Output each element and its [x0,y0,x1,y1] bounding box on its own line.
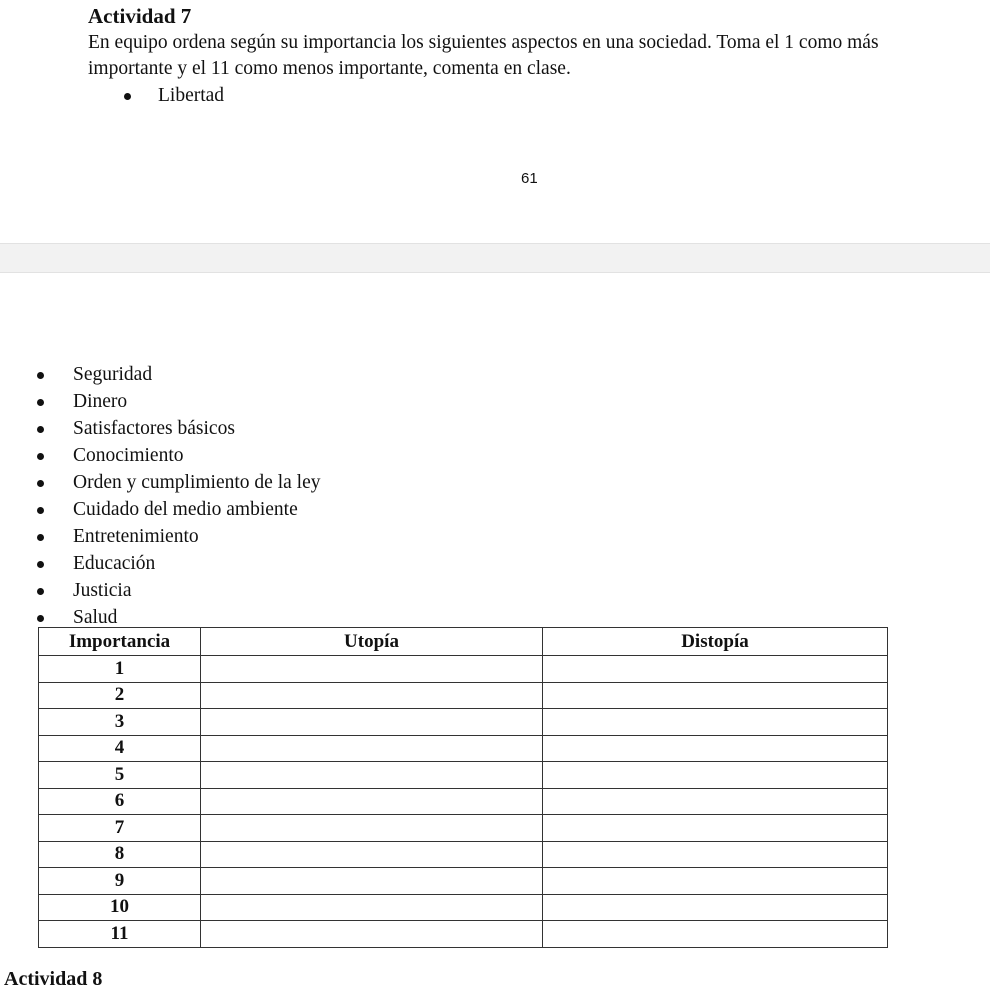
table-row [39,762,888,789]
bullet-icon [37,480,45,488]
instruction-line-2: importante y el 11 como menos importante, comenta en clase. [88,58,571,79]
list-item: Cuidado del medio ambiente [73,499,298,520]
bullet-icon [37,372,45,380]
bullet-icon [124,93,135,104]
list-item: Justicia [73,580,132,601]
list-item: Educación [73,553,156,574]
list-item: Seguridad [73,364,153,385]
distopia-cell[interactable] [543,656,888,683]
importance-cell: 10 [39,894,201,921]
utopia-cell[interactable] [201,682,543,709]
bullet-icon [37,615,45,623]
distopia-cell[interactable] [543,894,888,921]
importance-cell: 6 [39,788,201,815]
instruction-line-1: En equipo ordena según su importancia los siguientes aspectos en una sociedad. Toma el 1 como más [88,32,879,53]
table-row [39,815,888,842]
utopia-cell[interactable] [201,788,543,815]
importance-cell: 7 [39,815,201,842]
distopia-cell[interactable] [543,841,888,868]
list-item: Entretenimiento [73,526,199,547]
distopia-cell[interactable] [543,815,888,842]
bullet-icon [37,426,45,434]
importance-cell: 1 [39,656,201,683]
utopia-cell[interactable] [201,656,543,683]
bullet-icon [37,588,45,596]
distopia-cell[interactable] [543,921,888,948]
importance-cell: 2 [39,682,201,709]
activity-title: Actividad 7 [88,4,192,28]
utopia-cell[interactable] [201,709,543,736]
list-item: Salud [73,607,118,628]
utopia-cell[interactable] [201,735,543,762]
next-activity-title: Actividad 8 [4,968,103,990]
importance-cell: 5 [39,762,201,789]
table-row [39,921,888,948]
distopia-cell[interactable] [543,762,888,789]
importance-cell: 3 [39,709,201,736]
list-item-libertad: Libertad [158,85,225,106]
importance-cell: 4 [39,735,201,762]
table-row [39,841,888,868]
bullet-icon [37,399,45,407]
utopia-cell[interactable] [201,894,543,921]
utopia-cell[interactable] [201,815,543,842]
list-item: Conocimiento [73,445,184,466]
table-row [39,788,888,815]
table-header-row [39,628,888,656]
list-item: Satisfactores básicos [73,418,235,439]
utopia-cell[interactable] [201,841,543,868]
bullet-icon [37,561,45,569]
bullet-icon [37,507,45,515]
distopia-cell[interactable] [543,709,888,736]
utopia-cell[interactable] [201,868,543,895]
table-row [39,709,888,736]
distopia-cell[interactable] [543,735,888,762]
importance-cell: 11 [39,921,201,948]
importance-cell: 9 [39,868,201,895]
list-item: Dinero [73,391,128,412]
activity-instructions [88,30,988,82]
table-row [39,894,888,921]
ranking-table [38,627,888,948]
header-utopia: Utopía [201,628,543,656]
utopia-cell[interactable] [201,762,543,789]
distopia-cell[interactable] [543,682,888,709]
header-importancia: Importancia [39,628,201,656]
utopia-cell[interactable] [201,921,543,948]
distopia-cell[interactable] [543,788,888,815]
table-row [39,735,888,762]
page-number: 61 [521,170,538,187]
bullet-icon [37,534,45,542]
page-break-divider [0,243,990,273]
distopia-cell[interactable] [543,868,888,895]
list-item: Orden y cumplimiento de la ley [73,472,321,493]
table-row [39,868,888,895]
bullet-icon [37,453,45,461]
importance-cell: 8 [39,841,201,868]
table-row [39,656,888,683]
header-distopia: Distopía [543,628,888,656]
table-row [39,682,888,709]
